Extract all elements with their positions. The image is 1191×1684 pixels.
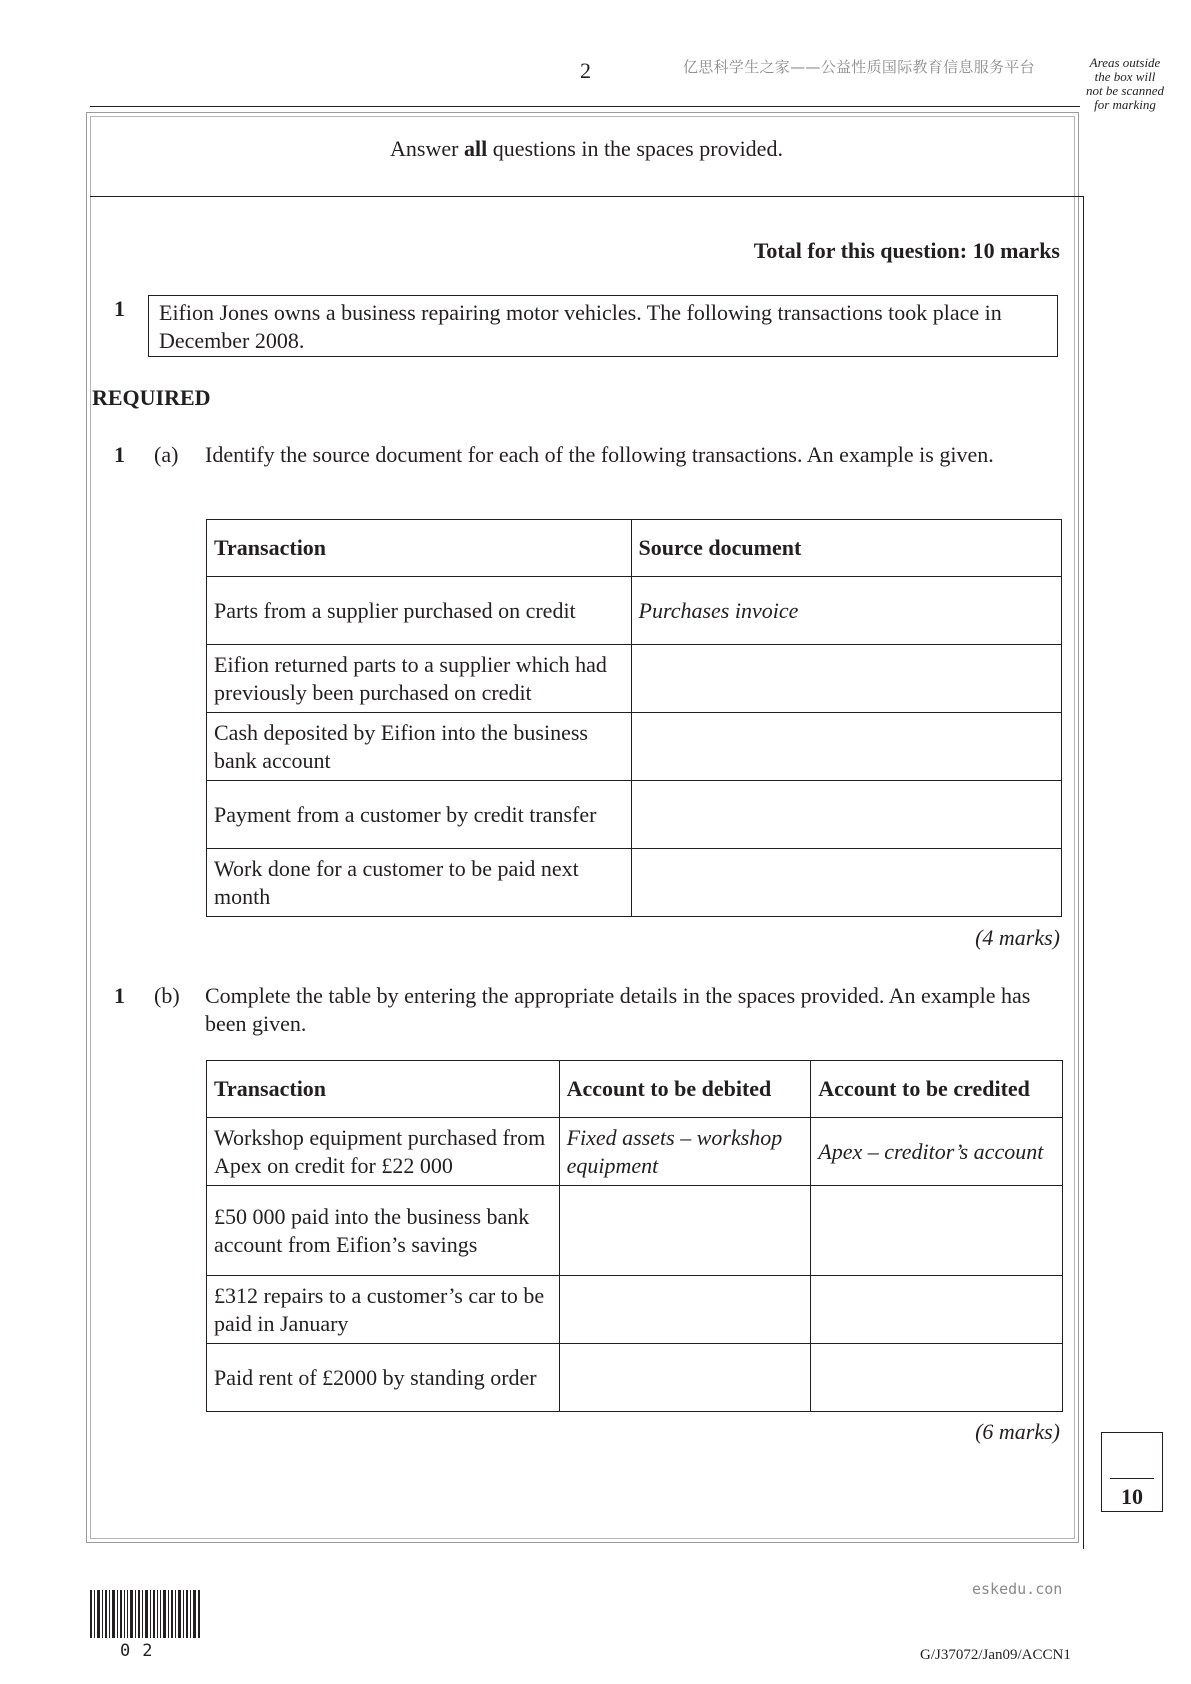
part-b-marks: (6 marks)	[975, 1419, 1060, 1444]
margin-note-line: for marking	[1094, 97, 1156, 112]
accounts-table	[206, 1060, 1063, 1412]
debit-example: Fixed assets – workshop equipment	[559, 1118, 811, 1186]
header-transaction: Transaction	[207, 1061, 560, 1118]
header-credited: Account to be credited	[811, 1061, 1063, 1118]
table-header-row	[207, 520, 1062, 577]
margin-note-line: the box will	[1094, 69, 1156, 84]
header-source-document: Source document	[631, 520, 1061, 577]
credit-example: Apex – creditor’s account	[811, 1118, 1063, 1186]
part-a-text: Identify the source document for each of the following transactions. An example is given.	[205, 442, 994, 467]
table-row	[207, 1118, 1063, 1186]
required-heading: REQUIRED	[92, 385, 211, 410]
transaction-cell: Eifion returned parts to a supplier which had previously been purchased on credit	[207, 645, 632, 713]
source-document-table	[206, 519, 1062, 917]
paper-code: G/J37072/Jan09/ACCN1	[920, 1647, 1071, 1663]
debit-answer-cell[interactable]	[559, 1276, 811, 1344]
score-total: 10	[1121, 1484, 1143, 1509]
header-debited: Account to be debited	[559, 1061, 811, 1118]
page-number: 2	[580, 58, 591, 83]
table-row	[207, 1186, 1063, 1276]
header-transaction: Transaction	[207, 520, 632, 577]
question-stem: Eifion Jones owns a business repairing motor vehicles. The following transactions took place in December 2008.	[148, 295, 1058, 357]
transaction-cell: Cash deposited by Eifion into the business bank account	[207, 713, 632, 781]
margin-note-line: Areas outside	[1089, 55, 1161, 70]
site-watermark: eskedu.con	[972, 1580, 1063, 1598]
transaction-cell: Parts from a supplier purchased on credit	[207, 577, 632, 645]
credit-answer-cell[interactable]	[811, 1186, 1063, 1276]
transaction-cell: Paid rent of £2000 by standing order	[207, 1344, 560, 1412]
score-line	[1110, 1478, 1154, 1479]
part-b-text: Complete the table by entering the appropriate details in the spaces provided. An example has been given.	[205, 983, 1031, 1036]
part-b-number: 1	[114, 983, 125, 1008]
table-header-row	[207, 1061, 1063, 1118]
transaction-cell: Work done for a customer to be paid next month	[207, 849, 632, 917]
answer-cell[interactable]	[631, 849, 1061, 917]
part-a-marks: (4 marks)	[975, 925, 1060, 950]
answer-cell[interactable]	[631, 781, 1061, 849]
margin-note	[1072, 56, 1178, 112]
source-document-example: Purchases invoice	[631, 577, 1061, 645]
top-rule	[90, 106, 1080, 107]
transaction-cell: Payment from a customer by credit transfer	[207, 781, 632, 849]
instruction-bold: all	[463, 136, 488, 161]
margin-rule	[1083, 196, 1084, 1549]
margin-note-line: not be scanned	[1086, 83, 1164, 98]
barcode-number: 02	[120, 1641, 165, 1661]
question-number: 1	[114, 296, 125, 321]
instruction-text	[90, 136, 1083, 162]
part-a-label: (a)	[154, 442, 179, 467]
table-row	[207, 713, 1062, 781]
credit-answer-cell[interactable]	[811, 1276, 1063, 1344]
credit-answer-cell[interactable]	[811, 1344, 1063, 1412]
debit-answer-cell[interactable]	[559, 1344, 811, 1412]
table-row	[207, 1344, 1063, 1412]
answer-cell[interactable]	[631, 713, 1061, 781]
table-row	[207, 645, 1062, 713]
table-row	[207, 849, 1062, 917]
part-a-number: 1	[114, 442, 125, 467]
part-b-label: (b)	[154, 983, 180, 1008]
answer-cell[interactable]	[631, 645, 1061, 713]
instruction-after: questions in the spaces provided.	[487, 136, 783, 161]
instruction-before: Answer	[390, 136, 464, 161]
debit-answer-cell[interactable]	[559, 1186, 811, 1276]
transaction-cell: £50 000 paid into the business bank account from Eifion’s savings	[207, 1186, 560, 1276]
transaction-cell: £312 repairs to a customer’s car to be paid in January	[207, 1276, 560, 1344]
barcode-icon	[90, 1590, 200, 1638]
watermark-header: 亿思科学生之家——公益性质国际教育信息服务平台	[683, 58, 1035, 76]
total-marks: Total for this question: 10 marks	[753, 238, 1060, 263]
table-row	[207, 1276, 1063, 1344]
transaction-cell: Workshop equipment purchased from Apex on credit for £22 000	[207, 1118, 560, 1186]
table-row	[207, 781, 1062, 849]
table-row	[207, 577, 1062, 645]
instruction-separator	[90, 196, 1083, 197]
